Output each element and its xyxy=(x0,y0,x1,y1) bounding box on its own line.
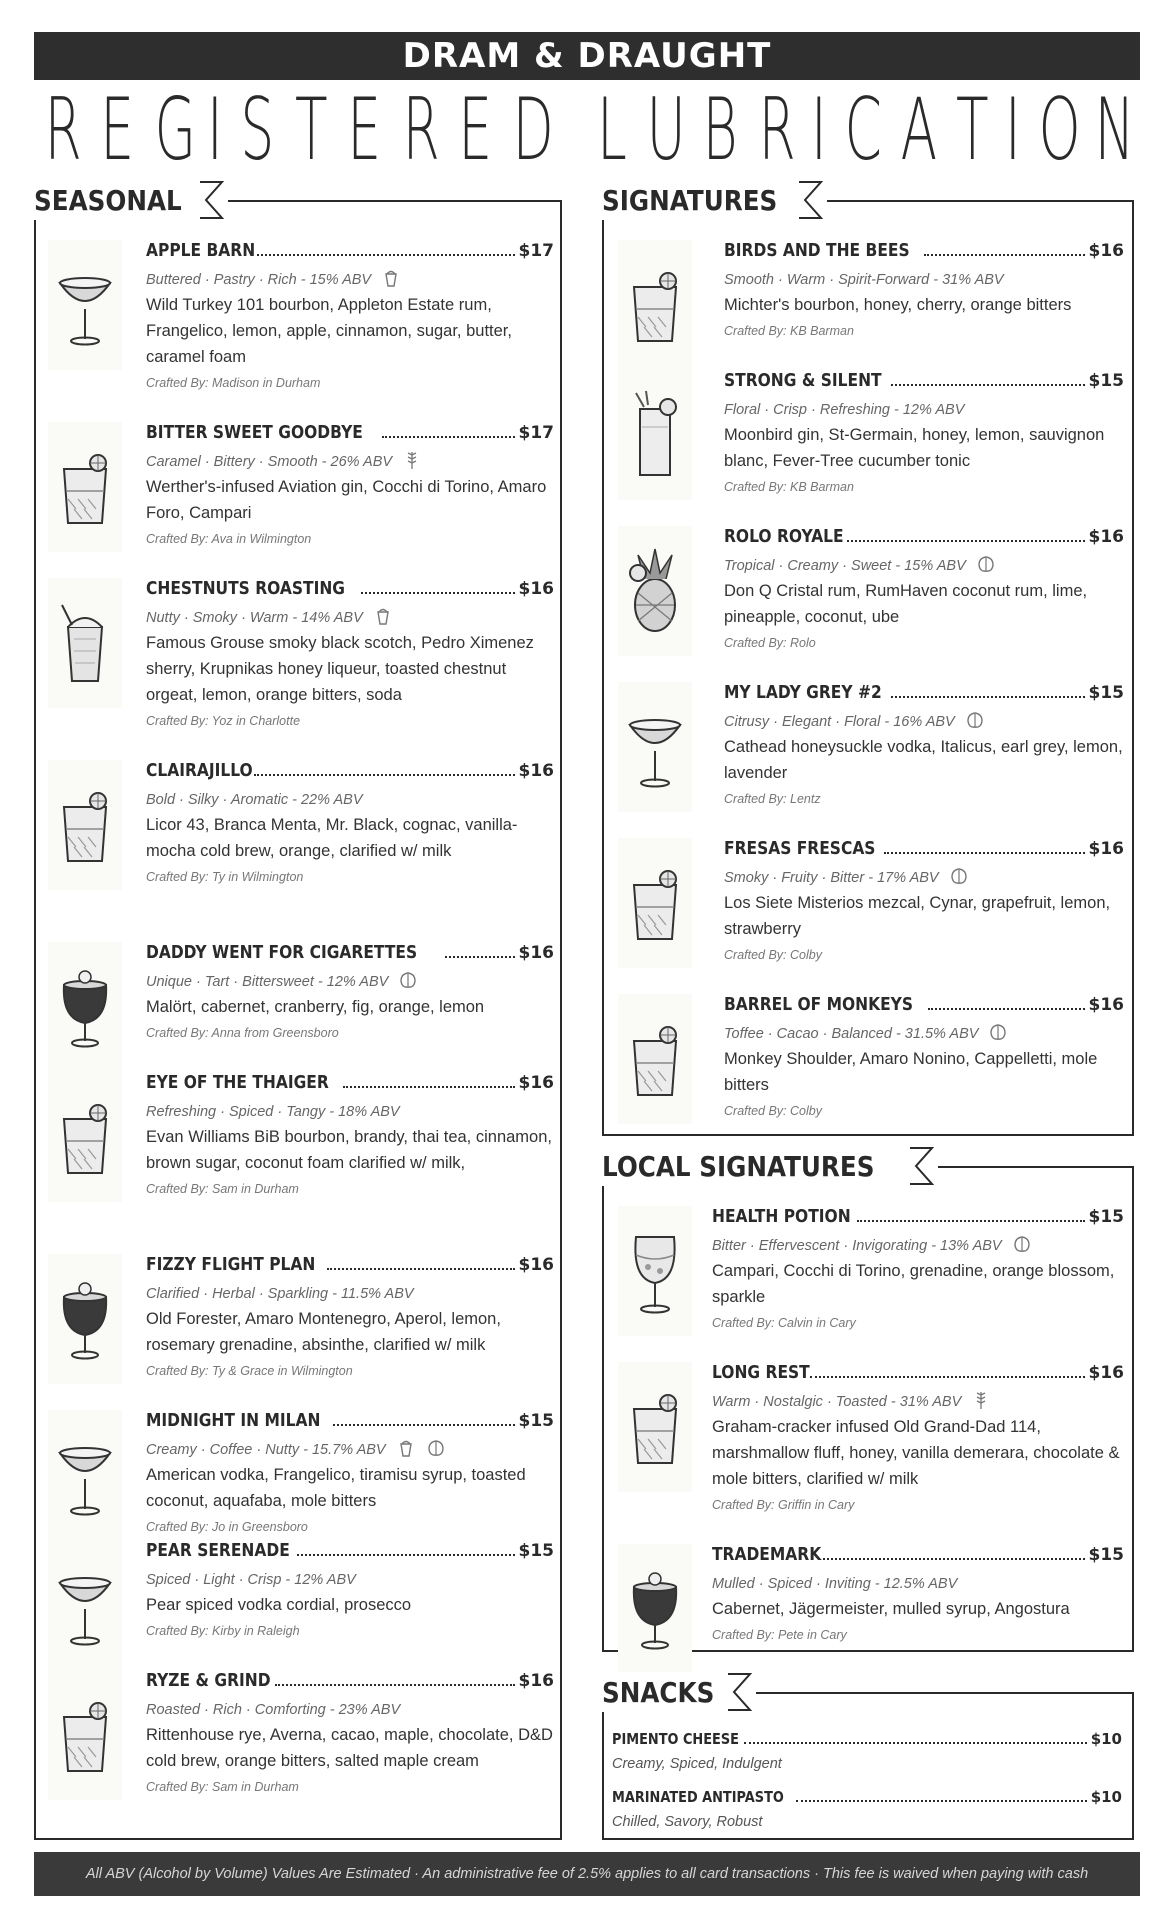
dot-leader xyxy=(254,774,514,776)
dot-leader xyxy=(275,1684,515,1686)
title-letter: R xyxy=(758,80,796,180)
snack-description: Creamy, Spiced, Indulgent xyxy=(612,1756,782,1772)
item-price: $16 xyxy=(518,1671,554,1691)
dot-leader xyxy=(445,956,514,958)
item-name: BITTER SWEET GOODBYE xyxy=(146,422,363,443)
snack-price: $10 xyxy=(1090,1730,1122,1748)
item-price: $17 xyxy=(518,241,554,261)
item-crafted-by: Crafted By: Lentz xyxy=(724,792,821,806)
footer-bar xyxy=(34,1852,1140,1896)
item-name: HEALTH POTION xyxy=(712,1206,851,1227)
menu-title xyxy=(34,80,1140,180)
dot-leader xyxy=(823,1558,1085,1560)
snack-name: PIMENTO CHEESE xyxy=(612,1730,739,1748)
item-crafted-by: Crafted By: Jo in Greensboro xyxy=(146,1520,308,1534)
item-description: American vodka, Frangelico, tiramisu syrup, toasted coconut, aquafaba, mole bitters xyxy=(146,1466,526,1510)
dot-leader xyxy=(327,1268,515,1270)
dot-leader xyxy=(333,1424,515,1426)
title-letter: S xyxy=(240,80,275,180)
title-letter: B xyxy=(702,80,738,180)
cocktail-glass-icon xyxy=(48,942,122,1072)
glass-illustration xyxy=(54,1271,116,1367)
item-description: Rittenhouse rye, Averna, cacao, maple, chocolate, D&D cold brew, orange bitters, salted maple cream xyxy=(146,1726,553,1770)
item-crafted-by: Crafted By: Pete in Cary xyxy=(712,1628,847,1642)
signatures-panel xyxy=(602,183,1134,1136)
tab-notch-icon xyxy=(194,180,224,220)
item-price: $16 xyxy=(518,1255,554,1275)
item-crafted-by: Crafted By: Griffin in Cary xyxy=(712,1498,855,1512)
item-tags: Clarified · Herbal · Sparkling - 11.5% ABV xyxy=(146,1286,414,1302)
cocktail-glass-icon xyxy=(48,240,122,370)
item-tags: Unique · Tart · Bittersweet - 12% ABV xyxy=(146,974,389,990)
glass-illustration xyxy=(54,439,116,535)
item-tags: Nutty · Smoky · Warm - 14% ABV xyxy=(146,610,363,626)
title-letter: T xyxy=(294,80,328,180)
dot-leader xyxy=(891,384,1084,386)
item-tags: Buttered · Pastry · Rich - 15% ABV xyxy=(146,272,372,288)
seasonal-heading: SEASONAL xyxy=(34,183,182,217)
item-description: Don Q Cristal rum, RumHaven coconut rum, lime, pineapple, coconut, ube xyxy=(724,582,1088,626)
nut-icon xyxy=(988,1022,1008,1046)
tab-notch-icon xyxy=(793,180,823,220)
cocktail-glass-icon xyxy=(48,1410,122,1540)
item-price: $15 xyxy=(1088,1545,1124,1565)
item-description: Monkey Shoulder, Amaro Nonino, Cappelletti, mole bitters xyxy=(724,1050,1098,1094)
item-description: Werther's-infused Aviation gin, Cocchi di Torino, Amaro Foro, Campari xyxy=(146,478,547,522)
dot-leader xyxy=(924,254,1085,256)
glass-illustration xyxy=(624,699,686,795)
cocktail-glass-icon xyxy=(48,1540,122,1670)
item-description: Cabernet, Jägermeister, mulled syrup, Angostura xyxy=(712,1600,1070,1618)
local-heading-tab xyxy=(598,1146,938,1186)
item-tags: Smooth · Warm · Spirit-Forward - 31% ABV xyxy=(724,272,1004,288)
nut-icon xyxy=(976,554,996,578)
item-description: Graham-cracker infused Old Grand-Dad 114, marshmallow fluff, honey, vanilla demerara, chocolate & mole bitters, clarified w/ milk xyxy=(712,1418,1120,1488)
snacks-heading: SNACKS xyxy=(602,1675,715,1709)
signatures-heading: SIGNATURES xyxy=(602,183,778,217)
tab-notch-icon xyxy=(722,1672,752,1712)
item-price: $17 xyxy=(518,423,554,443)
item-crafted-by: Crafted By: Ava in Wilmington xyxy=(146,532,312,546)
item-tags: Spiced · Light · Crisp - 12% ABV xyxy=(146,1572,356,1588)
title-letter: E xyxy=(347,80,382,180)
title-letter: U xyxy=(646,80,686,180)
glass-illustration xyxy=(54,595,116,691)
title-letter: O xyxy=(1038,80,1081,180)
title-letter: R xyxy=(402,80,440,180)
bar-name: DRAM & DRAUGHT xyxy=(402,36,772,76)
item-description: Famous Grouse smoky black scotch, Pedro Ximenez sherry, Krupnikas honey liqueur, toasted chestnut orgeat, lemon, orange bitters, soda xyxy=(146,634,534,704)
local-signatures-panel xyxy=(602,1149,1134,1652)
item-price: $15 xyxy=(1088,371,1124,391)
nut-icon xyxy=(426,1438,446,1462)
title-letter: I xyxy=(1005,80,1021,180)
cocktail-glass-icon xyxy=(618,1362,692,1492)
item-tags: Tropical · Creamy · Sweet - 15% ABV xyxy=(724,558,966,574)
item-tags: Creamy · Coffee · Nutty - 15.7% ABV xyxy=(146,1442,386,1458)
item-crafted-by: Crafted By: Sam in Durham xyxy=(146,1182,299,1196)
item-tags: Toffee · Cacao · Balanced - 31.5% ABV xyxy=(724,1026,979,1042)
snacks-heading-tab xyxy=(598,1672,756,1712)
item-price: $15 xyxy=(1088,1207,1124,1227)
signatures-heading-tab xyxy=(598,180,827,220)
item-tags: Mulled · Spiced · Inviting - 12.5% ABV xyxy=(712,1576,958,1592)
footer-note: All ABV (Alcohol by Volume) Values Are Estimated · An administrative fee of 2.5% applies to all card transactions · This fee is waived when paying with cash xyxy=(85,1866,1089,1882)
glass-illustration xyxy=(624,855,686,951)
item-description: Los Siete Misterios mezcal, Cynar, grapefruit, lemon, strawberry xyxy=(724,894,1111,938)
cocktail-glass-icon xyxy=(48,760,122,890)
snacks-panel xyxy=(602,1675,1134,1840)
dot-leader xyxy=(847,540,1084,542)
item-tags: Bold · Silky · Aromatic - 22% ABV xyxy=(146,792,363,808)
item-description: Evan Williams BiB bourbon, brandy, thai tea, cinnamon, brown sugar, coconut foam clarified w/ milk, xyxy=(146,1128,552,1172)
item-description: Moonbird gin, St-Germain, honey, lemon, sauvignon blanc, Fever-Tree cucumber tonic xyxy=(724,426,1105,470)
item-crafted-by: Crafted By: Ty in Wilmington xyxy=(146,870,304,884)
item-name: CLAIRAJILLO xyxy=(146,760,253,781)
item-name: STRONG & SILENT xyxy=(724,370,882,391)
nut-icon xyxy=(1012,1234,1032,1258)
glass-illustration xyxy=(624,257,686,353)
cocktail-glass-icon xyxy=(48,422,122,552)
top-banner xyxy=(34,32,1140,80)
title-letter: D xyxy=(512,80,554,180)
item-tags: Citrusy · Elegant · Floral - 16% ABV xyxy=(724,714,955,730)
item-crafted-by: Crafted By: KB Barman xyxy=(724,480,854,494)
item-price: $16 xyxy=(518,943,554,963)
nut-icon xyxy=(949,866,969,890)
item-name: MIDNIGHT IN MILAN xyxy=(146,1410,321,1431)
dot-leader xyxy=(857,1220,1084,1222)
glass-illustration xyxy=(624,1223,686,1319)
item-crafted-by: Crafted By: Yoz in Charlotte xyxy=(146,714,301,728)
item-name: LONG REST xyxy=(712,1362,810,1383)
item-price: $16 xyxy=(1088,527,1124,547)
item-name: FRESAS FRESCAS xyxy=(724,838,876,859)
cocktail-glass-icon xyxy=(618,370,692,500)
title-letter: I xyxy=(810,80,827,180)
cocktail-glass-icon xyxy=(618,526,692,656)
glass-illustration xyxy=(54,777,116,873)
dot-leader xyxy=(343,1086,515,1088)
dot-leader xyxy=(928,1008,1085,1010)
item-tags: Refreshing · Spiced · Tangy - 18% ABV xyxy=(146,1104,400,1120)
item-price: $16 xyxy=(518,579,554,599)
item-crafted-by: Crafted By: Madison in Durham xyxy=(146,376,321,390)
item-description: Michter's bourbon, honey, cherry, orange bitters xyxy=(724,296,1072,314)
nut-icon xyxy=(965,710,985,734)
item-price: $16 xyxy=(1088,839,1124,859)
glass-illustration xyxy=(54,257,116,353)
tab-notch-icon xyxy=(904,1146,934,1186)
item-name: FIZZY FLIGHT PLAN xyxy=(146,1254,316,1275)
dot-leader xyxy=(382,436,514,438)
item-name: DADDY WENT FOR CIGARETTES xyxy=(146,942,418,963)
item-description: Campari, Cocchi di Torino, grenadine, orange blossom, sparkle xyxy=(712,1262,1115,1306)
item-name: EYE OF THE THAIGER xyxy=(146,1072,329,1093)
item-crafted-by: Crafted By: KB Barman xyxy=(724,324,854,338)
cocktail-glass-icon xyxy=(48,1072,122,1202)
item-crafted-by: Crafted By: Colby xyxy=(724,948,822,962)
title-letter xyxy=(564,86,583,174)
item-name: MY LADY GREY #2 xyxy=(724,682,882,703)
cocktail-glass-icon xyxy=(48,1254,122,1384)
snack-description: Chilled, Savory, Robust xyxy=(612,1814,763,1830)
dairy-icon xyxy=(381,268,401,292)
item-description: Pear spiced vodka cordial, prosecco xyxy=(146,1596,412,1614)
item-price: $16 xyxy=(1088,241,1124,261)
glass-illustration xyxy=(54,1687,116,1783)
title-letter: R xyxy=(44,80,82,180)
title-letter: E xyxy=(100,80,135,180)
cocktail-glass-icon xyxy=(618,1544,692,1674)
title-letter: I xyxy=(207,80,224,180)
item-tags: Floral · Crisp · Refreshing - 12% ABV xyxy=(724,402,965,418)
item-name: CHESTNUTS ROASTING xyxy=(146,578,345,599)
item-name: TRADEMARK xyxy=(712,1544,822,1565)
item-tags: Bitter · Effervescent · Invigorating - 13% ABV xyxy=(712,1238,1002,1254)
item-name: RYZE & GRIND xyxy=(146,1670,271,1691)
nut-icon xyxy=(398,970,418,994)
dot-leader xyxy=(891,696,1084,698)
glass-illustration xyxy=(54,1089,116,1185)
item-description: Old Forester, Amaro Montenegro, Aperol, lemon, rosemary grenadine, absinthe, clarified w/ milk xyxy=(146,1310,501,1354)
item-price: $16 xyxy=(518,761,554,781)
glass-illustration xyxy=(624,1561,686,1657)
dairy-icon xyxy=(373,606,393,630)
cocktail-glass-icon xyxy=(618,994,692,1124)
item-price: $15 xyxy=(1088,683,1124,703)
glass-illustration xyxy=(624,1011,686,1107)
item-price: $15 xyxy=(518,1411,554,1431)
dot-leader xyxy=(297,1554,514,1556)
seasonal-heading-tab xyxy=(30,180,228,220)
item-crafted-by: Crafted By: Colby xyxy=(724,1104,822,1118)
glass-illustration xyxy=(54,1427,116,1523)
title-letter: A xyxy=(900,80,937,180)
item-tags: Caramel · Bittery · Smooth - 26% ABV xyxy=(146,454,393,470)
local-heading: LOCAL SIGNATURES xyxy=(602,1149,875,1183)
cocktail-glass-icon xyxy=(618,682,692,812)
dot-leader xyxy=(796,1800,1087,1802)
item-description: Wild Turkey 101 bourbon, Appleton Estate rum, Frangelico, lemon, apple, cinnamon, sugar, butter, caramel foam xyxy=(146,296,512,366)
item-name: BARREL OF MONKEYS xyxy=(724,994,914,1015)
item-tags: Roasted · Rich · Comforting - 23% ABV xyxy=(146,1702,401,1718)
snack-item xyxy=(612,1788,1122,1830)
title-letter: L xyxy=(596,80,627,180)
dot-leader xyxy=(810,1376,1085,1378)
glass-illustration xyxy=(54,959,116,1055)
cocktail-glass-icon xyxy=(618,1206,692,1336)
glass-illustration xyxy=(54,1557,116,1653)
dot-leader xyxy=(361,592,514,594)
snack-price: $10 xyxy=(1090,1788,1122,1806)
item-name: PEAR SERENADE xyxy=(146,1540,290,1561)
item-description: Cathead honeysuckle vodka, Italicus, earl grey, lemon, lavender xyxy=(724,738,1123,782)
item-name: BIRDS AND THE BEES xyxy=(724,240,910,261)
title-letter: T xyxy=(955,80,989,180)
item-crafted-by: Crafted By: Ty & Grace in Wilmington xyxy=(146,1364,353,1378)
snack-name: MARINATED ANTIPASTO xyxy=(612,1788,784,1806)
item-price: $15 xyxy=(518,1541,554,1561)
item-crafted-by: Crafted By: Calvin in Cary xyxy=(712,1316,856,1330)
item-description: Licor 43, Branca Menta, Mr. Black, cognac, vanilla-mocha cold brew, orange, clarified w/ milk xyxy=(146,816,518,860)
dot-leader xyxy=(744,1742,1087,1744)
item-crafted-by: Crafted By: Rolo xyxy=(724,636,816,650)
glass-illustration xyxy=(624,1379,686,1475)
item-crafted-by: Crafted By: Kirby in Raleigh xyxy=(146,1624,300,1638)
glass-illustration xyxy=(624,387,686,483)
item-description: Malört, cabernet, cranberry, fig, orange, lemon xyxy=(146,998,485,1016)
cocktail-glass-icon xyxy=(618,838,692,968)
item-price: $16 xyxy=(518,1073,554,1093)
item-crafted-by: Crafted By: Anna from Greensboro xyxy=(146,1026,339,1040)
dairy-icon xyxy=(396,1438,416,1462)
title-letter: N xyxy=(1094,80,1135,180)
cocktail-glass-icon xyxy=(48,578,122,708)
title-letter: E xyxy=(457,80,492,180)
wheat-icon xyxy=(402,450,422,474)
snack-item xyxy=(612,1730,1122,1772)
item-price: $16 xyxy=(1088,1363,1124,1383)
wheat-icon xyxy=(971,1390,991,1414)
item-tags: Smoky · Fruity · Bitter - 17% ABV xyxy=(724,870,939,886)
item-tags: Warm · Nostalgic · Toasted - 31% ABV xyxy=(712,1394,962,1410)
glass-illustration xyxy=(624,543,686,639)
cocktail-glass-icon xyxy=(48,1670,122,1800)
cocktail-glass-icon xyxy=(618,240,692,370)
item-name: ROLO ROYALE xyxy=(724,526,844,547)
seasonal-panel xyxy=(34,183,562,1840)
dot-leader xyxy=(257,254,515,256)
title-letter: C xyxy=(844,80,882,180)
title-letter: G xyxy=(154,80,197,180)
item-crafted-by: Crafted By: Sam in Durham xyxy=(146,1780,299,1794)
item-name: APPLE BARN xyxy=(146,240,256,261)
dot-leader xyxy=(884,852,1084,854)
item-price: $16 xyxy=(1088,995,1124,1015)
